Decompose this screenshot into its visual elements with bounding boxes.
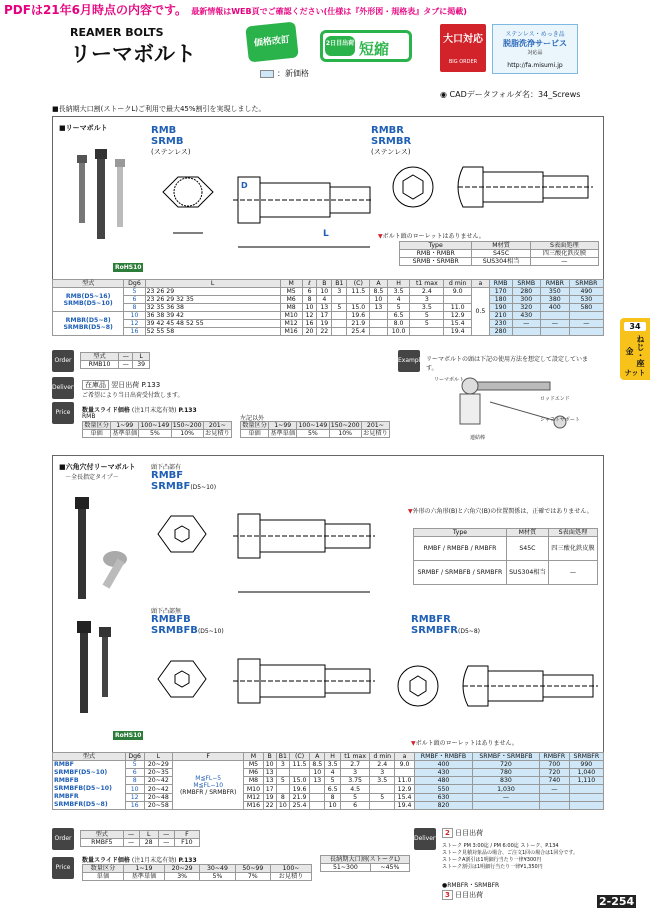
hex-bolt-photo	[63, 491, 143, 716]
rohs-badge-2: RoHS10	[115, 732, 142, 739]
hole-note: ▼外形の六角形(B)と六角穴(B)の位置関係は、正確ではありません。	[408, 508, 593, 515]
hex-product-label: ■六角穴付リーマボルト	[59, 463, 136, 471]
rmbr-label: RMBR SRMBR (ステンレス)	[371, 125, 412, 156]
head-note-1: 頭下凸部有	[151, 464, 182, 471]
bulk-notes: ストーク PM 3:00迄 / PM 6:00迄 ストーク、P.134 ストーク見積対象品の場合、ご注文1回の場合は1回分です。 ストークA割引は1明細行当たり一律¥300円 ストーク割引は1明細行当たり一律¥1,350円	[442, 843, 578, 870]
order-example-table: 型式 — L RMB10 — 39	[80, 352, 150, 369]
rmbf-label: RMBF SRMBF(D5~10)	[151, 470, 217, 492]
notice-sub: 最新情報はWEB頁でご確認ください(仕様は『外形図・規格表』タブに掲載)	[191, 7, 467, 16]
type-rmbf-group: RMBF SRMBF(D5~10) RMBFB SRMBFB(D5~10) RMBFR SRMBFR(D5~8)	[53, 761, 126, 810]
rmbf-technical-drawing	[153, 496, 378, 606]
bulk-discount-table: 長納期大口割(ストークL) 51~300 ~45%	[320, 855, 410, 872]
example-icon: Example	[398, 350, 420, 372]
example-label-support: シャフトサポート	[540, 417, 580, 423]
rmb-technical-drawing	[153, 157, 373, 267]
head-note-2: 頭下凸部無	[151, 608, 182, 615]
section2-spec-table: 型式 Dg6 L F M B B1 (C) A H t1 max d min a RMBF・RMBFB SRMBF・SRMBFB RMBFR SRMBFR RMBF SRMBF(D5~10) RMBFB SRMBFB(D5~10) RMBFR SRMBFR(D5~8) 5 20~29 M≦FL−5 M≦FL−10 (RMBFR / SRMBFR) M5 10 3 11.5 8.5 3.5 2.7 2.4 9.0 400 720 700 990 6 20~35 M6 13 10 4 3 3 430 780 720 1,040 8 20~42 M8 13 5 15.0 13 5 3.75 3.5 11.0 480 830 740 1,110 10 20~42 M10 17 19.6 6.5 4.5 12.9 550 1,030 — 12 20~48 M12 19 8 21.9 8 5 5 15.4 630 — 16 20~58 M16 22 10 25.4 10 6 19.4 820	[52, 752, 604, 810]
material-table-2: Type M材質 S表面処理 RMBF / RMBFB / RMBFR S45C 四三酸化鉄皮膜 SRMBF / SRMBFB / SRMBFR SUS304相当 —	[413, 528, 598, 585]
volume-discount-title: 数量スライド価格 (注1月末迄有効) P.133	[82, 407, 197, 414]
hex-product-sub: －全長指定タイプ－	[65, 474, 119, 481]
bolt-photo	[63, 147, 143, 267]
price-revision-badge: 価格改訂	[245, 21, 298, 62]
notice-main: PDFは21年6月時点の内容です。	[4, 3, 188, 17]
order-icon-2: Order	[52, 828, 74, 850]
product-label: ■リーマボルト	[59, 124, 108, 132]
volume-table-other: 数量区分 1~99 100~149 150~200 201~ 単価 基準単価 5% 10% お見積り	[242, 422, 388, 437]
rmb-label: RMB SRMB (ステンレス)	[151, 125, 191, 156]
rmbfr-delivery-note: ●RMBFR・SRMBFR	[442, 882, 500, 889]
material-table: Type M材質 S表面処理 RMB・RMBR S45C 四三酸化鉄皮膜 SRMB・SRMBR SUS304相当 —	[399, 241, 599, 266]
rmbfr-label: RMBFR SRMBFR(D5~8)	[411, 614, 480, 636]
type-rmb: RMB(D5~16) SRMB(D5~10)	[53, 288, 124, 312]
delivery-day2: 2 日目出荷	[442, 828, 483, 838]
big-order-badge: 大口対応 BIG ORDER	[440, 24, 486, 72]
delivery-info: 在庫品 翌日出荷 P.133 ご希望により当日出荷受付致します。	[82, 381, 184, 399]
other-price-label: 左記以外	[240, 415, 265, 422]
section2-drawing-panel	[52, 455, 604, 755]
section1-drawing-panel	[52, 116, 604, 287]
rmbr-technical-drawing	[388, 162, 598, 232]
section1-spec-table: 型式 Dg6 L M ℓ B B1 (C) A H t1 max d min a RMB SRMB RMBR SRMBR RMB(D5~16) SRMB(D5~10) 5 23 26 29 M5 6 10 3 11.5 8.5 3.5 2.4 9.0 0.5 170 280 350 490 6 23 26 29 32 35 M6 8 4 10 4 3 180 300 380 530 8 32 35 36 38 M8 10 13 5 15.0 13 5 3.5 11.0 190 320 400 580 RMBR(D5~8) SRMBR(D5~8) 10 36 38 39 42 M10 12 17 19.6 6.5 5 12.9 210 430 12 39 42 45 48 52 55 M12 16 19 21.9 8.0 5 15.4 230 — — — 16 52 55 58 M16 20 22 25.4 10.0 19.4 280	[52, 279, 604, 336]
price-icon: Price	[52, 402, 74, 424]
degrease-service-badge: ステンレス・めっき品 脱脂洗浄サービス 対応品 http://fa.misumi.jp	[492, 24, 578, 74]
example-label-link: 連結棒	[470, 435, 486, 441]
dim-D: D	[241, 181, 248, 190]
section1-intro: ■長納期大口割(ストークL)ご利用で最大45%割引を実現しました。	[52, 105, 266, 113]
page-title: リーマボルト	[70, 42, 196, 66]
example-label-rodend: ロッドエンド	[540, 396, 570, 402]
lead-time-badge: 2日目出荷 短縮	[320, 30, 412, 62]
order-example-table-2: 型式 — L — F RMBF5 — 28 — F10	[80, 830, 200, 847]
knurl-note: ▼ボルト頭のローレットはありません。	[378, 233, 485, 240]
page-number: 2-254	[599, 895, 635, 908]
type-rmbr: RMBR(D5~8) SRMBR(D5~8)	[53, 312, 124, 336]
volume-discount-title-2: 数量スライド価格 (注1月末迄有効) P.133	[82, 857, 197, 864]
rohs-badge: RoHS10	[115, 264, 142, 271]
knurl-note-2: ▼ボルト頭のローレットはありません。	[411, 740, 518, 747]
rmbfb-label: RMBFB SRMBFB(D5~10)	[151, 614, 224, 636]
new-price-legend: ：新価格	[260, 68, 309, 79]
cad-folder: ◉ CADデータフォルダ名：34_Screws	[440, 90, 581, 99]
dim-L: L	[323, 229, 329, 239]
english-title: REAMER BOLTS	[70, 26, 164, 39]
delivery-icon-2: Delivery	[414, 828, 436, 850]
price-icon-2: Price	[52, 857, 74, 879]
category-side-tab[interactable]: 34 ねじ・座金 ナット	[620, 318, 650, 380]
delivery-icon: Delivery	[52, 377, 74, 399]
rmbfb-technical-drawing	[153, 641, 378, 751]
pdf-notice	[0, 0, 650, 18]
volume-table-rmb: 数量区分 1~99 100~149 150~200 201~ 単価 基準単価 5% 10% お見積り	[84, 422, 230, 437]
volume-table-2: 数量区分 1~19 20~29 30~49 50~99 100~ 単価 基準単価 3% 5% 7% お見積り	[82, 864, 312, 881]
example-label-reamer: リーマボルト	[434, 377, 465, 383]
header	[62, 20, 650, 90]
rmb-price-label: RMB	[82, 413, 96, 420]
delivery-day3: 3 日目出荷	[442, 890, 483, 900]
order-icon: Order	[52, 350, 74, 372]
example-note: リーマボルトの頭は下記の使用方法を想定して設定しています。	[426, 356, 589, 372]
rmbfr-technical-drawing	[393, 656, 598, 726]
